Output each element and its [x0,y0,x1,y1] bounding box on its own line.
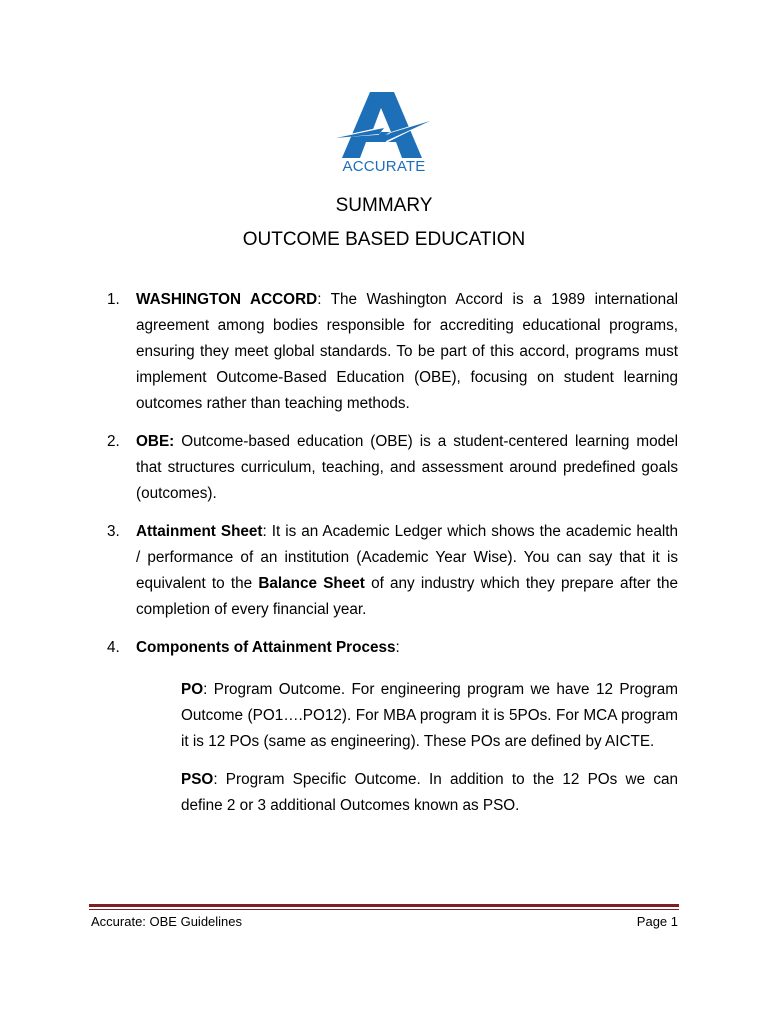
list-item-washington-accord [107,287,678,417]
item-text-tail: of any industry which they prepare after the completion of every financial year. [136,575,679,618]
component-term: PO [181,681,204,698]
item-term-secondary: Balance Sheet [258,575,365,592]
item-term: WASHINGTON ACCORD [136,291,318,308]
item-term: Components of Attainment Process [136,639,396,656]
item-text: : It is an Academic Ledger which shows the academic health / performance of an institution (Academic Year Wise). You can say that it is equivalent to the [136,523,678,592]
accurate-logo [328,86,440,182]
list-item-obe [107,429,678,507]
component-text: : Program Outcome. For engineering program we have 12 Program Outcome (PO1….PO12). For MBA program it is 5POs. For MCA program it is 12 POs (same as engineering). These POs are defined by AICTE. [181,681,678,750]
item-text: Outcome-based education (OBE) is a student-centered learning model that structures curriculum, teaching, and assessment around predefined goals (outcomes). [136,433,678,502]
summary-list [107,287,678,819]
footer-divider-thin [89,909,679,910]
item-number: 4. [107,639,120,656]
item-text: : [395,639,400,656]
page-title: SUMMARY [335,195,433,216]
component-text: : Program Specific Outcome. In addition to the 12 POs we can define 2 or 3 additional Outcomes known as PSO. [181,771,678,814]
page-subtitle: OUTCOME BASED EDUCATION [242,229,526,250]
component-term: PSO [181,771,214,788]
footer-page-number: Page 1 [636,914,678,929]
component-po [181,677,678,755]
component-pso [181,767,678,819]
item-term: OBE: [136,433,175,450]
list-item-components [107,635,678,661]
item-text: : The Washington Accord is a 1989 international agreement among bodies responsible for accrediting educational programs, ensuring they meet global standards. To be part of this accord, programs must implement Outcome-Based Education (OBE), focusing on student learning outcomes rather than teaching methods. [136,291,679,412]
item-number: 2. [107,433,120,450]
footer-divider [89,904,679,907]
footer-document-title: Accurate: OBE Guidelines [91,914,243,929]
item-number: 1. [107,291,120,308]
item-term: Attainment Sheet [136,523,263,540]
logo-a-mark-icon [328,86,440,162]
list-item-attainment-sheet [107,519,678,623]
logo-wordmark: ACCURATE [342,158,426,175]
item-number: 3. [107,523,120,540]
